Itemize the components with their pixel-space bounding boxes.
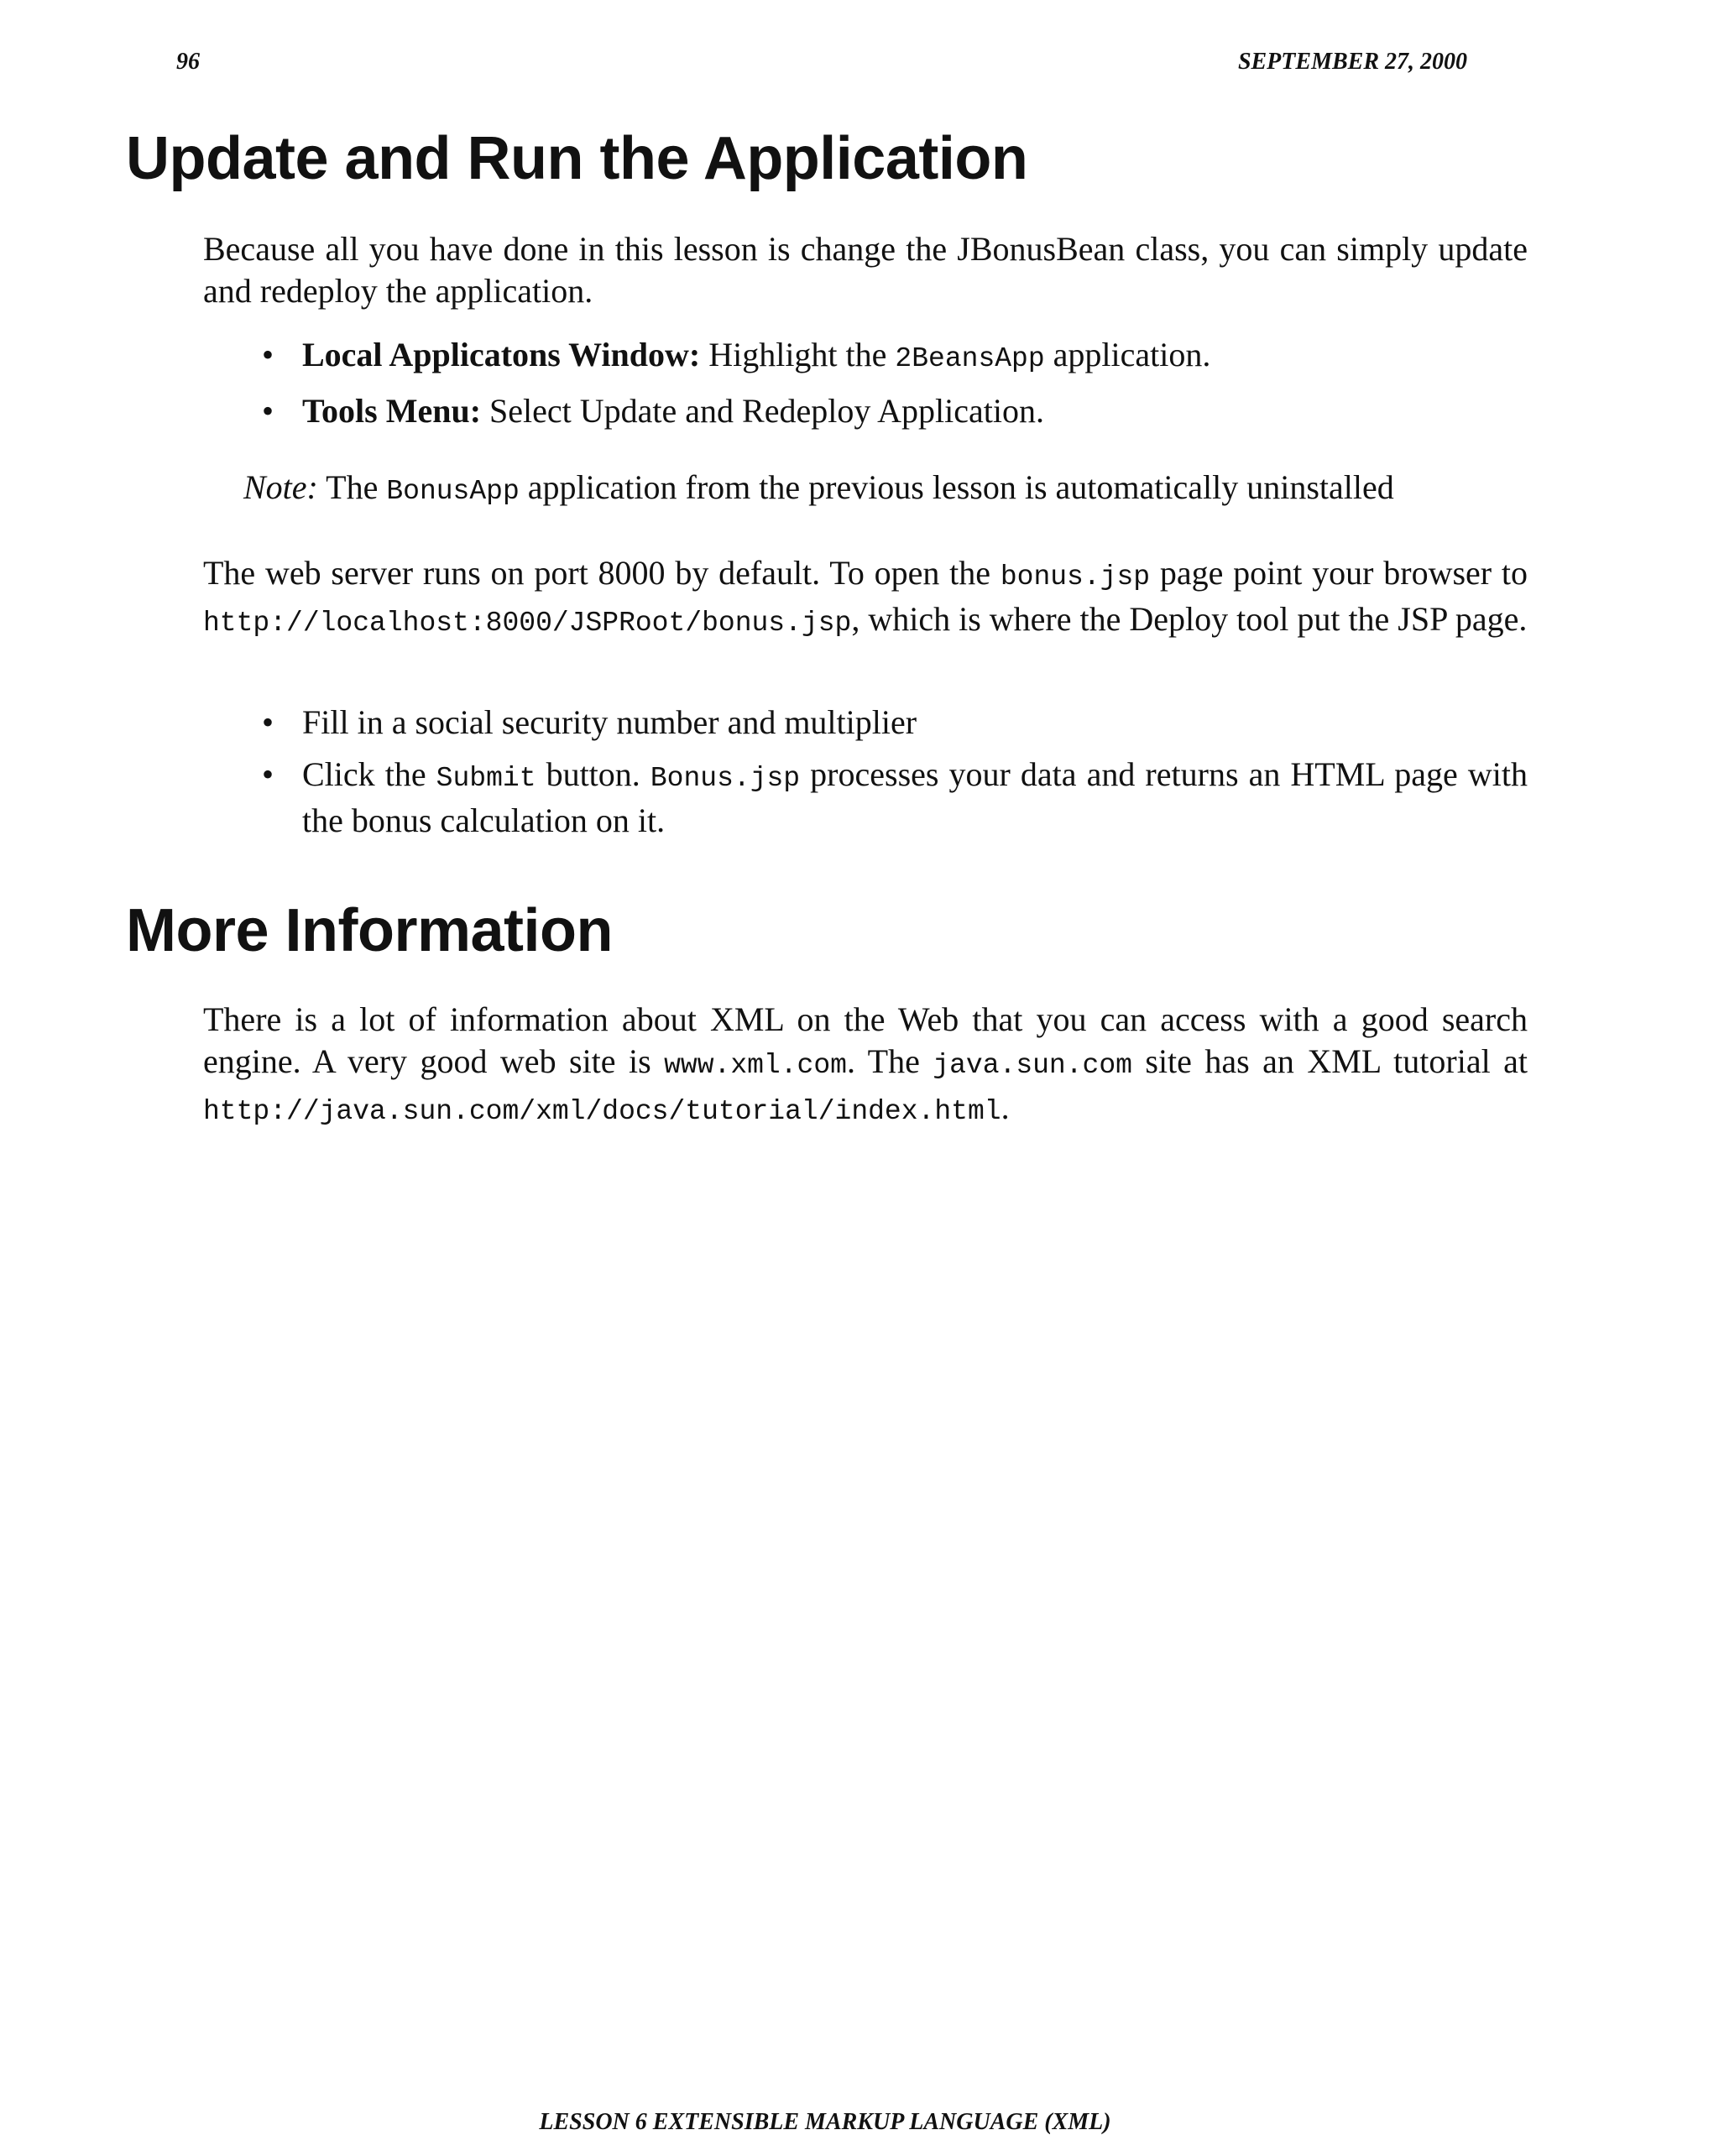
- list-item: [203, 334, 1528, 380]
- list-item-text: Highlight the: [700, 336, 896, 373]
- text-run: .: [1001, 1088, 1010, 1126]
- bullet-icon: •: [262, 703, 274, 741]
- note-label: Note:: [243, 468, 318, 506]
- list-item-text: application.: [1044, 336, 1211, 373]
- text-run: The web server runs on port 8000 by default. To open the: [203, 554, 1001, 592]
- server-paragraph: [203, 552, 1528, 645]
- text-run: button.: [536, 755, 651, 793]
- note-text: application from the previous lesson is automatically uninstalled: [519, 468, 1394, 506]
- code-bonusapp: BonusApp: [386, 476, 520, 507]
- server-text: [203, 552, 1528, 645]
- text-run: site has an XML tutorial at: [1131, 1042, 1528, 1080]
- text-run: Click the: [302, 755, 436, 793]
- text-run: There is a lot of information about XML on the Web that you can access with a good search engine. A very good web site is: [203, 1000, 1528, 1080]
- code-java-sun-com: java.sun.com: [933, 1050, 1132, 1081]
- usage-list: [203, 702, 1528, 852]
- page-number: 96: [176, 49, 200, 75]
- list-item-label: Tools Menu:: [302, 392, 482, 430]
- code-submit: Submit: [436, 763, 536, 794]
- list-item: [203, 702, 1528, 744]
- more-info-paragraph: [203, 999, 1528, 1133]
- list-item-text: Select Update and Redeploy Application.: [481, 392, 1044, 430]
- note-text: The: [317, 468, 387, 506]
- code-bonus-jsp-file: Bonus.jsp: [650, 763, 801, 794]
- list-item-label: Local Applicatons Window:: [302, 336, 701, 373]
- more-info-text: [203, 999, 1528, 1133]
- text-run: . The: [846, 1042, 933, 1080]
- code-tutorial-url: http://java.sun.com/xml/docs/tutorial/index.html: [203, 1096, 1001, 1127]
- page-footer: LESSON 6 EXTENSIBLE MARKUP LANGUAGE (XML): [539, 2109, 1111, 2135]
- section-title-update-run: Update and Run the Application: [126, 125, 1028, 192]
- intro-paragraph: [203, 228, 1528, 312]
- note: [243, 467, 1586, 513]
- code-localhost-url: http://localhost:8000/JSPRoot/bonus.jsp: [203, 608, 852, 639]
- bullet-icon: •: [262, 392, 274, 430]
- list-item-text: Fill in a social security number and multiplier: [302, 703, 917, 741]
- code-bonus-jsp: bonus.jsp: [1000, 561, 1151, 593]
- header-date: SEPTEMBER 27, 2000: [1237, 49, 1467, 75]
- text-run: processes your data and returns an HTML page with the bonus calculation on it.: [302, 755, 1528, 839]
- bullet-icon: •: [262, 336, 274, 373]
- section-title-more-information: More Information: [126, 897, 613, 964]
- steps-list: [203, 334, 1528, 442]
- text-run: page point your browser to: [1150, 554, 1528, 592]
- code-2beansapp: 2BeansApp: [895, 343, 1045, 374]
- code-xml-com: www.xml.com: [664, 1050, 847, 1081]
- list-item: [203, 390, 1528, 432]
- text-run: , which is where the Deploy tool put the JSP page.: [851, 600, 1528, 638]
- list-item: [203, 754, 1528, 842]
- bullet-icon: •: [262, 755, 274, 793]
- intro-text: Because all you have done in this lesson is change the JBonusBean class, you can simply update and redeploy the application.: [203, 230, 1528, 310]
